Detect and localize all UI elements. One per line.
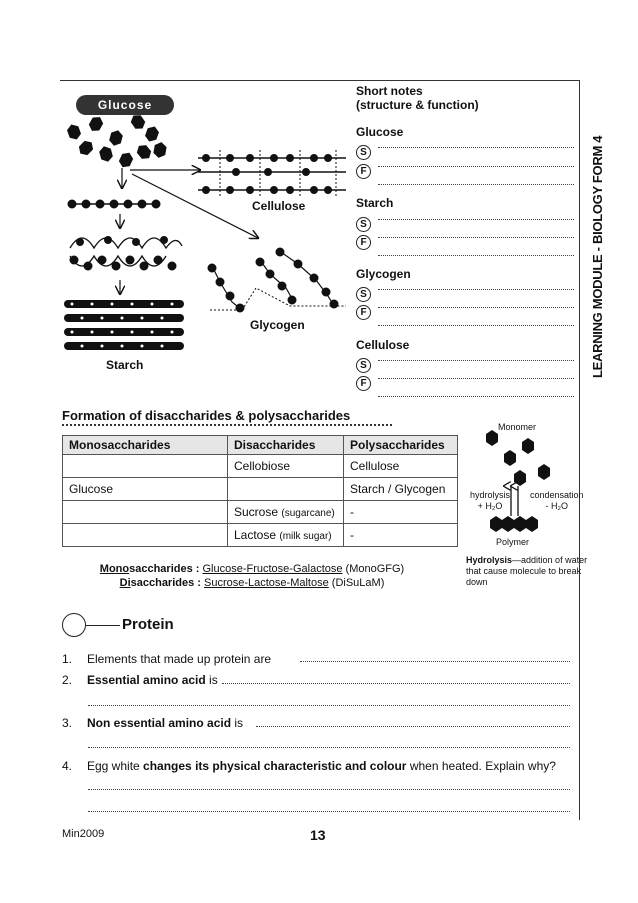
formation-title: Formation of disaccharides & polysaccharides	[62, 408, 351, 423]
mono-code: (MonoGFG)	[342, 563, 405, 575]
mnemonic-di	[62, 576, 442, 590]
condensation-label	[530, 490, 584, 512]
note-cellulose: Cellulose	[356, 338, 410, 352]
question-text: Elements that made up protein are	[87, 652, 272, 666]
table-header-row	[63, 436, 458, 455]
answer-line[interactable]	[378, 166, 574, 167]
question-term: changes its physical characteristic and colour	[143, 759, 407, 773]
answer-line[interactable]	[378, 184, 574, 185]
cellulose-strands	[198, 150, 346, 196]
answer-line[interactable]	[378, 325, 574, 326]
question-term: Essential amino acid	[87, 673, 206, 687]
hydrolysis-label	[470, 490, 510, 512]
page-number: 13	[310, 827, 326, 843]
mnemonic-block	[62, 562, 442, 590]
answer-line[interactable]	[378, 360, 574, 361]
question-4	[62, 759, 572, 775]
cell: Cellulose	[344, 455, 458, 478]
condensation-text: condensation	[530, 490, 584, 500]
header-poly: Polysaccharides	[344, 436, 458, 455]
question-3	[62, 716, 572, 732]
glucose-molecules	[66, 112, 168, 170]
question-rest: is	[231, 716, 244, 730]
cell-text: Lactose	[234, 528, 277, 542]
structure-marker: S	[356, 145, 371, 160]
answer-line[interactable]	[378, 219, 574, 220]
glycogen-branches	[208, 248, 346, 312]
answer-line[interactable]	[88, 747, 570, 748]
cell-text: Sucrose	[234, 505, 279, 519]
header-mono: Monosaccharides	[63, 436, 228, 455]
answer-line[interactable]	[88, 789, 570, 790]
question-rest: is	[205, 673, 218, 687]
cell: Starch / Glycogen	[344, 478, 458, 501]
function-marker: F	[356, 305, 371, 320]
cellulose-label: Cellulose	[252, 199, 306, 213]
hydrolysis-definition	[466, 555, 596, 588]
cell: -	[344, 524, 458, 547]
question-term: Non essential amino acid	[87, 716, 232, 730]
condensation-water: - H₂O	[545, 501, 569, 511]
answer-line[interactable]	[378, 289, 574, 290]
question-number: 1.	[62, 652, 73, 666]
heading-line	[86, 625, 120, 626]
question-2	[62, 673, 572, 689]
answer-line[interactable]	[256, 726, 570, 727]
cell	[228, 478, 344, 501]
cell-note: (sugarcane)	[281, 508, 335, 519]
question-text	[87, 759, 556, 773]
hydrolysis-term: Hydrolysis	[466, 555, 513, 565]
mono-label: saccharides :	[129, 563, 203, 575]
checkbox-circle[interactable]	[62, 613, 86, 637]
glycogen-label: Glycogen	[250, 318, 305, 332]
title-underline	[62, 424, 392, 426]
footer-author: Min2009	[62, 828, 105, 840]
question-number: 2.	[62, 673, 73, 687]
monomer-polymer-diagram	[464, 418, 584, 552]
monomer-label: Monomer	[498, 422, 537, 432]
answer-line[interactable]	[88, 811, 570, 812]
cell: -	[344, 501, 458, 524]
cell: Cellobiose	[228, 455, 344, 478]
header-di: Disaccharides	[228, 436, 344, 455]
function-marker: F	[356, 164, 371, 179]
starch-label: Starch	[106, 358, 144, 372]
note-glucose: Glucose	[356, 125, 404, 139]
structure-marker: S	[356, 217, 371, 232]
answer-line[interactable]	[378, 255, 574, 256]
question-1	[62, 652, 572, 668]
protein-heading: Protein	[122, 616, 174, 633]
top-border	[60, 80, 580, 81]
notes-heading: Short notes	[356, 84, 423, 98]
answer-line[interactable]	[222, 683, 570, 684]
hydrolysis-text: hydrolysis	[470, 490, 511, 500]
mono-items: Glucose-Fructose-Galactose	[202, 563, 343, 575]
answer-line[interactable]	[88, 705, 570, 706]
question-rest: when heated. Explain why?	[406, 759, 556, 773]
di-code: (DiSuLaM)	[328, 577, 385, 589]
question-number: 3.	[62, 716, 73, 730]
answer-line[interactable]	[378, 307, 574, 308]
table-row	[63, 478, 458, 501]
di-label: saccharides :	[130, 577, 204, 589]
answer-line[interactable]	[378, 147, 574, 148]
structure-marker: S	[356, 287, 371, 302]
question-pre: Egg white	[87, 759, 144, 773]
table-row	[63, 455, 458, 478]
di-items: Sucrose-Lactose-Maltose	[204, 577, 329, 589]
cell	[228, 501, 344, 524]
cell-note: (milk sugar)	[279, 531, 332, 542]
question-number: 4.	[62, 759, 73, 773]
note-starch: Starch	[356, 196, 394, 210]
table-row	[63, 524, 458, 547]
table-row	[63, 501, 458, 524]
structure-marker: S	[356, 358, 371, 373]
question-text	[87, 716, 243, 730]
cell	[63, 501, 228, 524]
cell: Glucose	[63, 478, 228, 501]
answer-line[interactable]	[378, 396, 574, 397]
glucose-pill: Glucose	[76, 95, 174, 115]
hydrolysis-meaning: —addition of water that cause molecule to break down	[466, 555, 588, 587]
di-prefix: Di	[119, 577, 131, 589]
answer-line[interactable]	[300, 661, 570, 662]
note-glycogen: Glycogen	[356, 267, 411, 281]
starch-granule	[64, 300, 184, 350]
answer-line[interactable]	[378, 237, 574, 238]
polymer-label: Polymer	[496, 537, 530, 547]
side-title	[588, 80, 618, 390]
starch-chain	[68, 200, 160, 208]
answer-line[interactable]	[378, 378, 574, 379]
side-title-text: LEARNING MODULE - BIOLOGY FORM 4	[590, 135, 605, 378]
hydrolysis-water: + H₂O	[477, 501, 503, 511]
mono-prefix: Mono	[99, 563, 130, 575]
function-marker: F	[356, 235, 371, 250]
cell	[63, 455, 228, 478]
mnemonic-mono	[62, 562, 442, 576]
function-marker: F	[356, 376, 371, 391]
cell	[63, 524, 228, 547]
cell	[228, 524, 344, 547]
starch-helix	[70, 237, 182, 271]
polysaccharide-diagram	[60, 110, 350, 370]
saccharide-table	[62, 435, 458, 547]
question-text	[87, 673, 218, 687]
notes-subheading: (structure & function)	[356, 98, 479, 112]
